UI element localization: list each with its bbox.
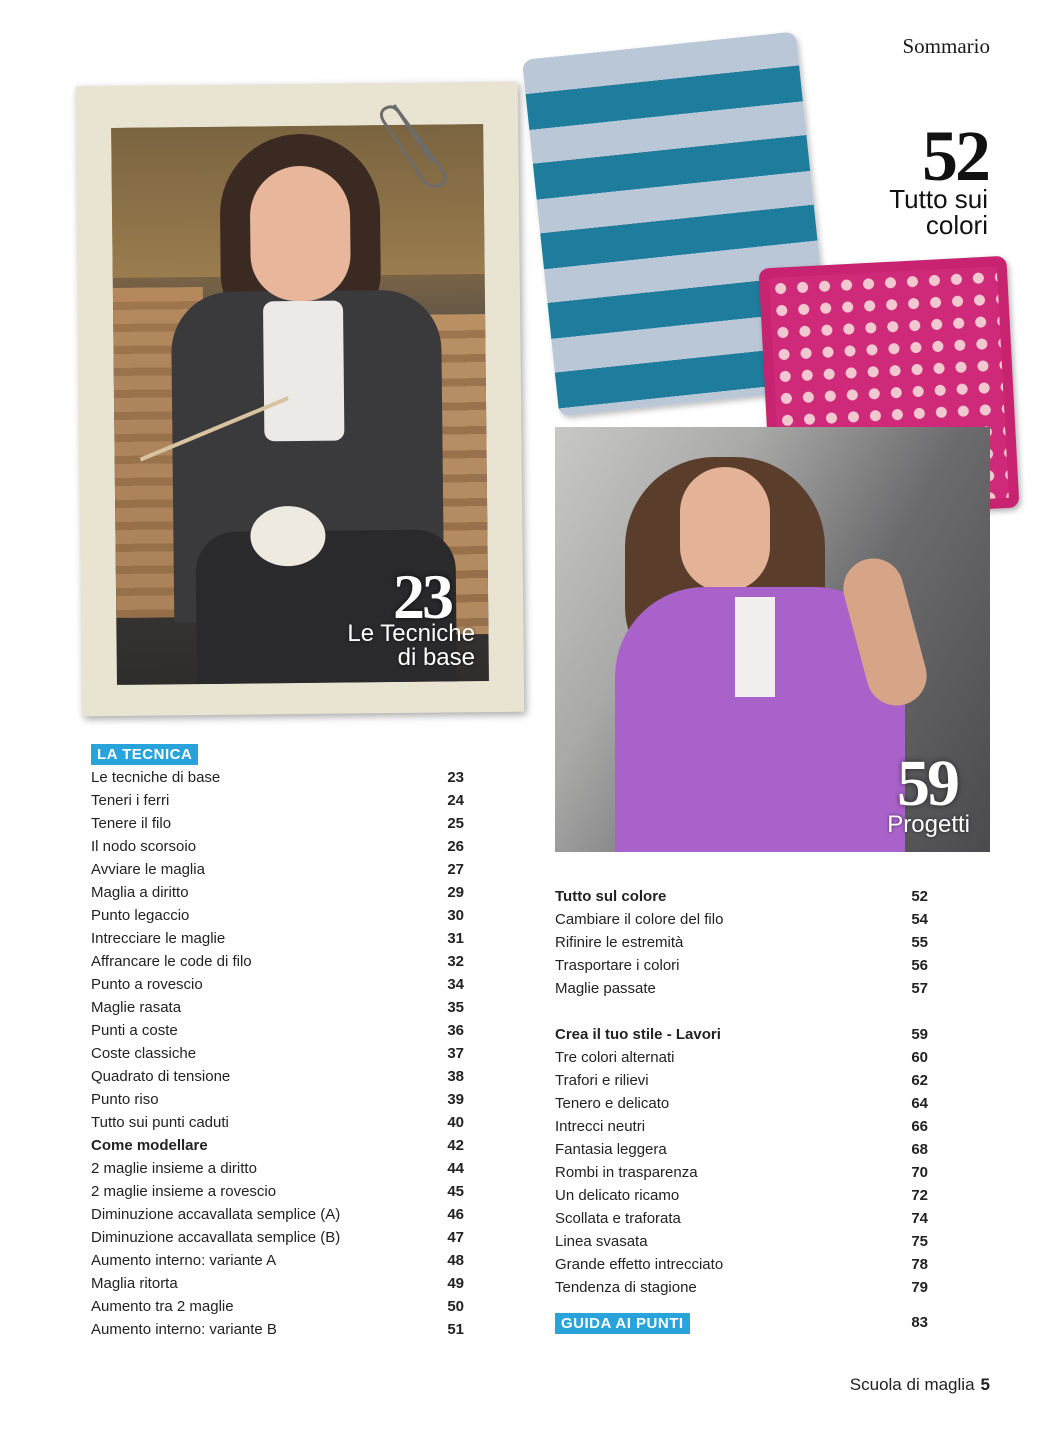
toc-entry-label: Scollata e traforata	[555, 1210, 681, 1227]
feature-number-projects: 59	[897, 747, 957, 820]
toc-row[interactable]	[91, 950, 464, 973]
toc-entry-page: 49	[447, 1275, 464, 1292]
toc-row[interactable]	[91, 858, 464, 881]
toc-entry-label: Maglie rasata	[91, 999, 182, 1016]
toc-entry-label: Un delicato ricamo	[555, 1187, 680, 1204]
toc-entry-label: Tre colori alternati	[555, 1049, 675, 1066]
toc-entry-page: 59	[911, 1026, 928, 1043]
toc-entry-label: Grande effetto intrecciato	[555, 1256, 724, 1273]
toc-entry-page: 75	[911, 1233, 928, 1250]
toc-entry-page: 62	[911, 1072, 928, 1089]
toc-entry-label: Coste classiche	[91, 1045, 197, 1062]
section-badge-guide: GUIDA AI PUNTI	[555, 1313, 690, 1334]
toc-row[interactable]	[91, 904, 464, 927]
toc-entry-label: Tenero e delicato	[555, 1095, 670, 1112]
toc-entry-page: 44	[447, 1160, 464, 1177]
feature-number-basics: 23	[393, 561, 451, 632]
toc-row[interactable]	[91, 1065, 464, 1088]
toc-entry-page: 29	[447, 884, 464, 901]
toc-entry-page: 31	[447, 930, 464, 947]
toc-entry-label: Come modellare	[91, 1137, 208, 1154]
toc-entry-label: Trasportare i colori	[555, 957, 680, 974]
toc-entry-label: Rifinire le estremità	[555, 934, 684, 951]
toc-entry-page: 57	[911, 980, 928, 997]
paperclip-icon	[372, 100, 452, 190]
feature-caption-basics: Le Tecniche di base	[347, 620, 475, 671]
page-footer	[850, 1375, 990, 1395]
toc-row[interactable]	[555, 931, 928, 954]
toc-entry-page: 47	[447, 1229, 464, 1246]
toc-entry-label: Punti a coste	[91, 1022, 178, 1039]
toc-row[interactable]	[91, 766, 464, 789]
toc-entry-page: 32	[447, 953, 464, 970]
toc-row[interactable]	[555, 908, 928, 931]
toc-row[interactable]	[91, 881, 464, 904]
toc-entry-label: Aumento interno: variante B	[91, 1321, 277, 1338]
toc-entry-label: Avviare le maglia	[91, 861, 205, 878]
section-badge-technique: LA TECNICA	[91, 744, 198, 765]
toc-entry-page: 70	[911, 1164, 928, 1181]
toc-row[interactable]	[91, 1295, 464, 1318]
toc-entry-label: Linea svasata	[555, 1233, 648, 1250]
page-number: 5	[980, 1375, 990, 1394]
magazine-name: Scuola di maglia	[849, 1375, 975, 1394]
toc-row[interactable]	[91, 1180, 464, 1203]
toc-page-guide: 83	[911, 1314, 928, 1331]
toc-row[interactable]	[91, 1088, 464, 1111]
toc-entry-page: 30	[447, 907, 464, 924]
toc-row[interactable]	[91, 1042, 464, 1065]
toc-row[interactable]	[555, 1161, 928, 1184]
toc-entry-page: 51	[447, 1321, 464, 1338]
toc-row[interactable]	[91, 927, 464, 950]
toc-entry-page: 23	[447, 769, 464, 786]
toc-entry-page: 27	[447, 861, 464, 878]
toc-row[interactable]	[555, 1138, 928, 1161]
toc-entry-page: 34	[447, 976, 464, 993]
toc-entry-page: 38	[447, 1068, 464, 1085]
toc-entry-page: 60	[911, 1049, 928, 1066]
toc-row[interactable]	[555, 885, 928, 908]
toc-entry-page: 50	[447, 1298, 464, 1315]
toc-row[interactable]	[555, 1092, 928, 1115]
toc-entry-label: Le tecniche di base	[91, 769, 221, 786]
toc-entry-page: 37	[447, 1045, 464, 1062]
toc-projects-list	[555, 1023, 928, 1299]
toc-entry-label: Maglia a diritto	[91, 884, 189, 901]
toc-row[interactable]	[91, 1203, 464, 1226]
toc-entry-page: 52	[911, 888, 928, 905]
toc-row[interactable]	[91, 1019, 464, 1042]
toc-row[interactable]	[555, 1276, 928, 1299]
toc-row[interactable]	[91, 835, 464, 858]
toc-row[interactable]	[555, 1023, 928, 1046]
toc-entry-label: Punto riso	[91, 1091, 159, 1108]
toc-entry-page: 66	[911, 1118, 928, 1135]
toc-entry-label: Tendenza di stagione	[555, 1279, 697, 1296]
toc-entry-page: 79	[911, 1279, 928, 1296]
toc-entry-label: Crea il tuo stile - Lavori	[555, 1026, 721, 1043]
toc-row[interactable]	[91, 1318, 464, 1341]
toc-row[interactable]	[91, 812, 464, 835]
toc-technique-list	[91, 766, 464, 1341]
toc-colors-projects	[555, 885, 928, 1335]
toc-entry-page: 78	[911, 1256, 928, 1273]
toc-entry-page: 45	[447, 1183, 464, 1200]
toc-entry-label: Diminuzione accavallata semplice (A)	[91, 1206, 341, 1223]
toc-entry-label: Tutto sui punti caduti	[91, 1114, 229, 1131]
section-title: Sommario	[902, 34, 990, 58]
toc-row[interactable]	[555, 1115, 928, 1138]
toc-entry-page: 54	[911, 911, 928, 928]
toc-technique	[91, 742, 464, 1341]
toc-entry-label: Tutto sul colore	[555, 888, 667, 905]
toc-entry-page: 74	[911, 1210, 928, 1227]
feature-number-colors: 52	[922, 116, 988, 196]
toc-entry-label: 2 maglie insieme a rovescio	[91, 1183, 277, 1200]
toc-row[interactable]	[91, 789, 464, 812]
toc-entry-label: Maglia ritorta	[91, 1275, 178, 1292]
toc-entry-label: Punto a rovescio	[91, 976, 203, 993]
toc-entry-label: Punto legaccio	[91, 907, 190, 924]
toc-row-guide[interactable]	[555, 1311, 928, 1335]
toc-entry-page: 55	[911, 934, 928, 951]
toc-row[interactable]	[91, 1226, 464, 1249]
toc-entry-label: Trafori e rilievi	[555, 1072, 649, 1089]
toc-entry-label: Aumento tra 2 maglie	[91, 1298, 234, 1315]
toc-row[interactable]	[555, 977, 928, 1000]
toc-row[interactable]	[555, 1046, 928, 1069]
toc-colors-list	[555, 885, 928, 1000]
toc-entry-label: Aumento interno: variante A	[91, 1252, 277, 1269]
toc-row[interactable]	[555, 954, 928, 977]
feature-caption-colors: Tutto sui colori	[889, 184, 988, 240]
toc-entry-page: 46	[447, 1206, 464, 1223]
toc-entry-page: 40	[447, 1114, 464, 1131]
toc-entry-page: 24	[447, 792, 464, 809]
toc-entry-page: 48	[447, 1252, 464, 1269]
toc-entry-label: Maglie passate	[555, 980, 656, 997]
toc-entry-label: 2 maglie insieme a diritto	[91, 1160, 257, 1177]
toc-entry-page: 35	[447, 999, 464, 1016]
toc-entry-label: Intrecciare le maglie	[91, 930, 226, 947]
toc-entry-label: Cambiare il colore del filo	[555, 911, 724, 928]
toc-entry-label: Rombi in trasparenza	[555, 1164, 698, 1181]
toc-row[interactable]	[91, 1272, 464, 1295]
toc-entry-page: 36	[447, 1022, 464, 1039]
toc-entry-label: Affrancare le code di filo	[91, 953, 252, 970]
toc-entry-label: Fantasia leggera	[555, 1141, 667, 1158]
toc-row[interactable]	[555, 1253, 928, 1276]
toc-row[interactable]	[555, 1184, 928, 1207]
toc-entry-page: 42	[447, 1137, 464, 1154]
toc-entry-page: 25	[447, 815, 464, 832]
toc-entry-label: Quadrato di tensione	[91, 1068, 231, 1085]
toc-entry-page: 26	[447, 838, 464, 855]
toc-entry-label: Intrecci neutri	[555, 1118, 646, 1135]
toc-row[interactable]	[91, 1111, 464, 1134]
toc-entry-page: 39	[447, 1091, 464, 1108]
toc-entry-page: 68	[911, 1141, 928, 1158]
toc-entry-page: 64	[911, 1095, 928, 1112]
toc-row[interactable]	[555, 1069, 928, 1092]
toc-row[interactable]	[91, 996, 464, 1019]
feature-caption-projects: Progetti	[887, 811, 970, 838]
toc-row[interactable]	[91, 1134, 464, 1157]
toc-entry-label: Diminuzione accavallata semplice (B)	[91, 1229, 341, 1246]
toc-entry-label: Teneri i ferri	[91, 792, 170, 809]
toc-entry-label: Il nodo scorsoio	[91, 838, 197, 855]
toc-row[interactable]	[91, 973, 464, 996]
toc-entry-page: 72	[911, 1187, 928, 1204]
toc-entry-page: 56	[911, 957, 928, 974]
toc-row[interactable]	[91, 1157, 464, 1180]
toc-row[interactable]	[555, 1207, 928, 1230]
toc-entry-label: Tenere il filo	[91, 815, 172, 832]
toc-row[interactable]	[555, 1230, 928, 1253]
toc-row[interactable]	[91, 1249, 464, 1272]
